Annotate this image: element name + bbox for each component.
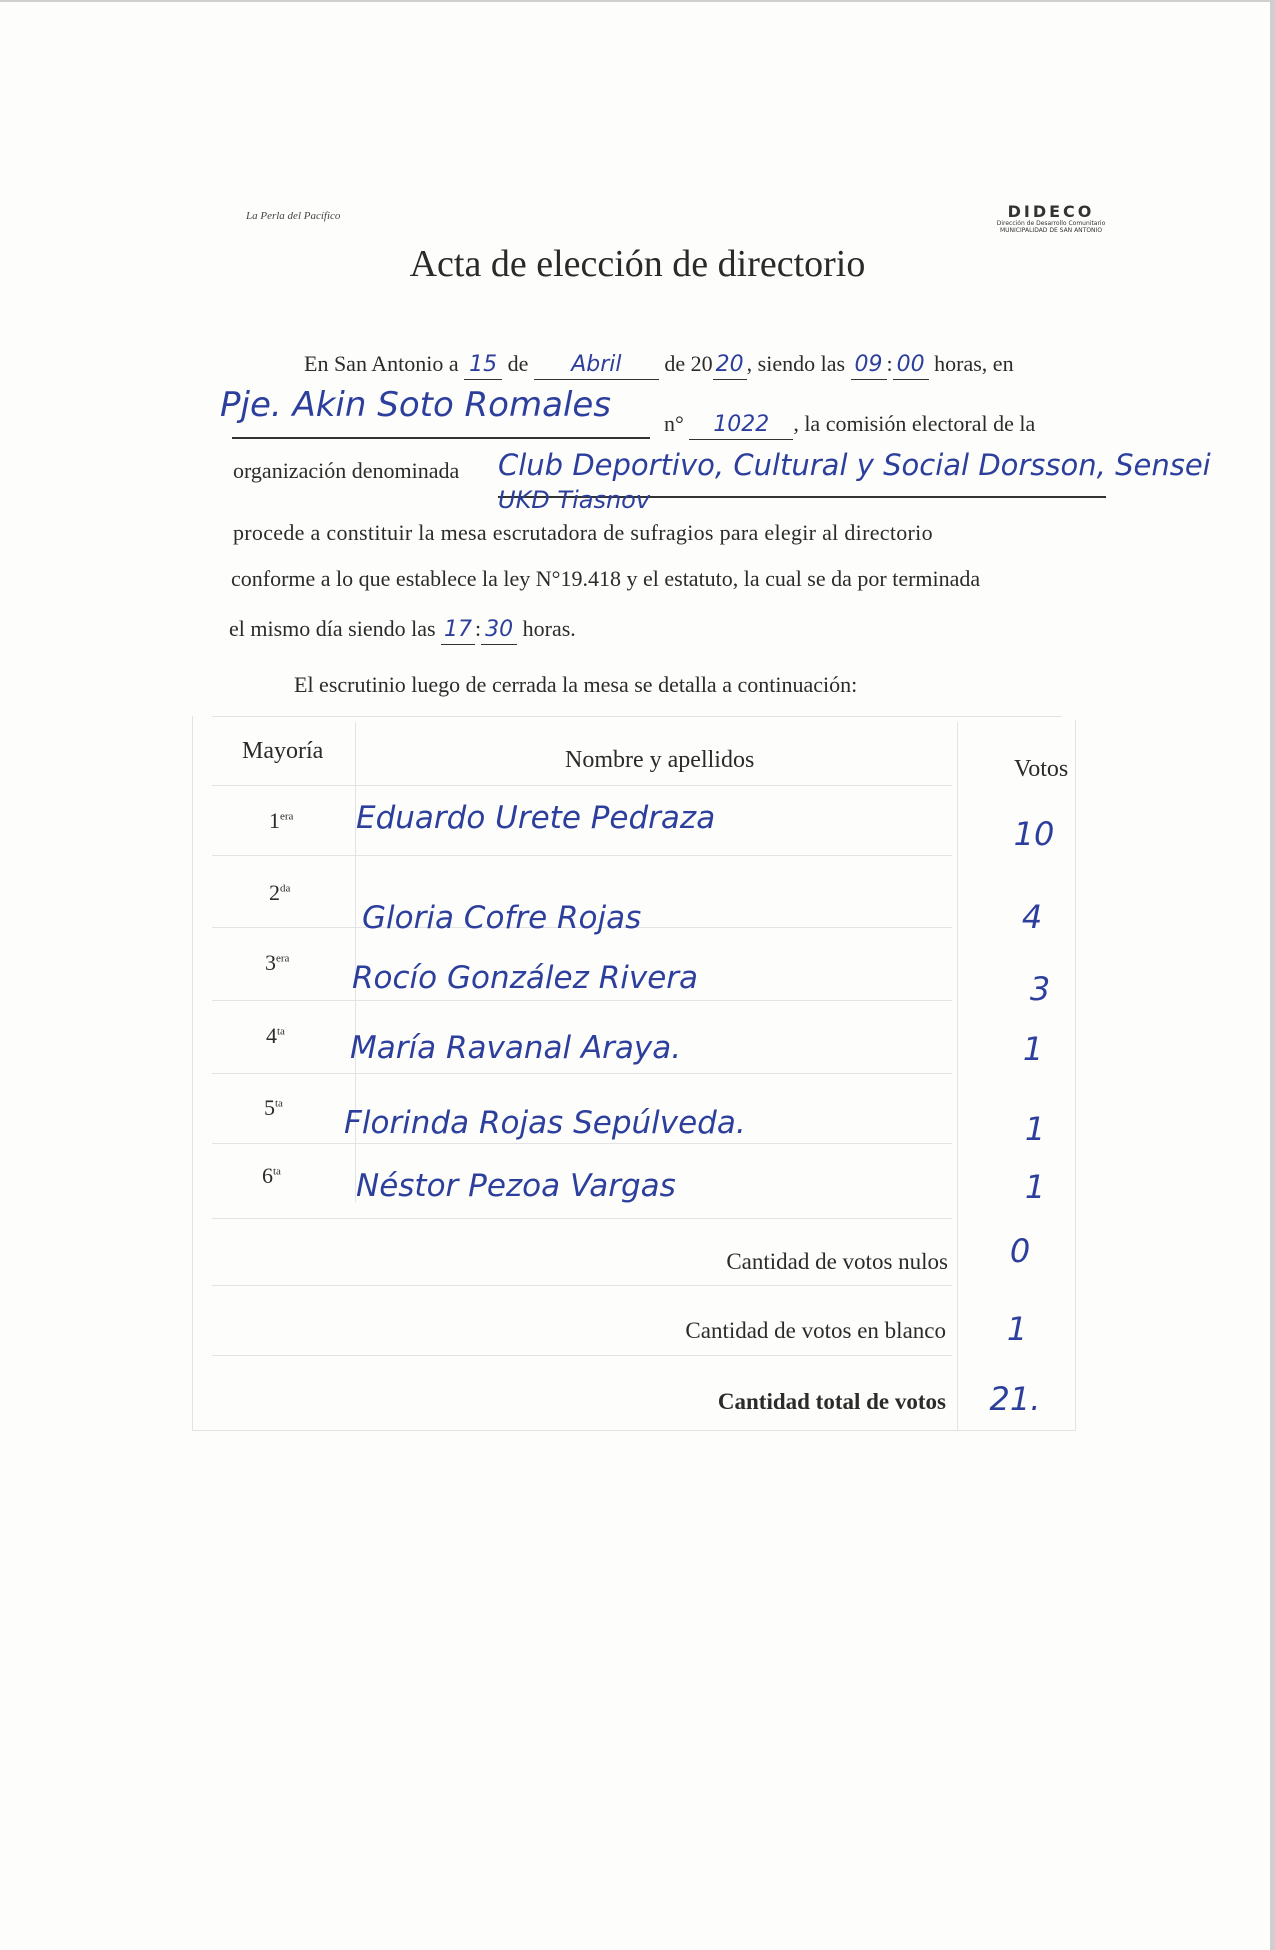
table-border-top xyxy=(212,716,1062,717)
end-hour-field xyxy=(441,615,475,645)
text-siendo-las: , siendo las xyxy=(746,351,846,376)
rank-2: $2^{da}$ xyxy=(269,880,291,905)
start-hour-value: 09 xyxy=(854,352,883,377)
table-border-left xyxy=(192,716,193,1431)
address-number-value: 1022 xyxy=(713,412,770,437)
logo-subtitle-2: MUNICIPALIDAD DE SAN ANTONIO xyxy=(999,227,1103,234)
null-votes-value: 0 xyxy=(1009,1232,1031,1270)
table-row-line-1 xyxy=(212,855,952,856)
table-border-right xyxy=(1075,720,1076,1430)
table-col-divider-2 xyxy=(957,722,958,1431)
candidate-name-2: Gloria Cofre Rojas xyxy=(362,900,642,936)
intro-line-2 xyxy=(664,410,1035,440)
total-votes-label: Cantidad total de votos xyxy=(717,1389,946,1414)
text-en-san-antonio: En San Antonio a xyxy=(304,351,459,376)
text-horas-en: horas, en xyxy=(934,351,1014,376)
start-minute-field xyxy=(893,350,929,380)
year-value: 20 xyxy=(715,352,744,377)
text-de: de xyxy=(507,351,529,376)
blank-votes-label: Cantidad de votos en blanco xyxy=(685,1318,946,1343)
logo-subtitle-1: Dirección de Desarrollo Comunitario xyxy=(996,220,1106,227)
table-row-line-7 xyxy=(212,1285,952,1286)
header-mayoria: Mayoría xyxy=(242,738,324,764)
table-row-line-5 xyxy=(212,1143,952,1144)
table-border-bottom xyxy=(192,1430,1076,1431)
rank-4: $4^{ta}$ xyxy=(266,1023,285,1048)
scan-edge-top xyxy=(0,0,1275,2)
intro-line-6: el mismo día siendo las 17 : 30 horas. xyxy=(229,615,576,645)
text-organizacion-denominada: organización denominada xyxy=(233,458,460,483)
day-field xyxy=(464,350,502,380)
start-minute-value: 00 xyxy=(896,352,925,377)
votes-5: 1 xyxy=(1024,1110,1046,1148)
rank-6: $6^{ta}$ xyxy=(262,1163,281,1188)
header-motto: La Perla del Pacífico xyxy=(246,210,341,222)
blank-votes-value: 1 xyxy=(1006,1310,1028,1348)
intro-line-7: El escrutinio luego de cerrada la mesa se detalla a continuación: xyxy=(294,672,858,697)
votes-1: 10 xyxy=(1013,815,1055,853)
org-name-continuation: UKD Tiasnov xyxy=(498,486,651,514)
address-street-underline xyxy=(232,437,650,439)
table-row-line-8 xyxy=(212,1355,952,1356)
day-value: 15 xyxy=(469,352,498,377)
intro-line-1: En San Antonio a 15 de Abril de 20 20 , siendo las 09 : 00 horas, en xyxy=(304,350,1014,380)
text-horas: horas. xyxy=(522,616,576,641)
candidate-name-6: Néstor Pezoa Vargas xyxy=(356,1168,676,1204)
org-name-value: Club Deportivo, Cultural y Social Dorsson, Sensei xyxy=(498,448,1211,482)
dideco-logo xyxy=(995,204,1107,234)
votes-2: 4 xyxy=(1021,898,1043,936)
rank-1: $1^{era}$ xyxy=(269,808,294,833)
null-votes-label: Cantidad de votos nulos xyxy=(726,1249,948,1274)
start-hour-field xyxy=(851,350,887,380)
text-numero: n° xyxy=(664,411,684,436)
text-comision-electoral: , la comisión electoral de la xyxy=(793,411,1036,436)
end-minute-field xyxy=(481,615,517,645)
table-row-line-header xyxy=(212,785,952,786)
end-hour-value: 17 xyxy=(444,617,473,642)
intro-line-4: procede a constituir la mesa escrutadora de sufragios para elegir al directorio xyxy=(233,520,933,545)
end-minute-value: 30 xyxy=(485,617,514,642)
votes-6: 1 xyxy=(1024,1168,1046,1206)
month-field xyxy=(534,350,659,380)
logo-mark: DIDECO xyxy=(1007,202,1095,221)
header-votos: Votos xyxy=(1014,756,1069,782)
scan-edge-right xyxy=(1270,0,1275,1950)
address-street-value: Pje. Akin Soto Romales xyxy=(220,385,612,425)
candidate-name-1: Eduardo Urete Pedraza xyxy=(356,800,716,836)
address-number-field xyxy=(689,410,793,440)
text-de-20: de 20 xyxy=(664,351,713,376)
rank-5: $5^{ta}$ xyxy=(264,1095,283,1120)
table-row-line-4 xyxy=(212,1073,952,1074)
text-mismo-dia: el mismo día siendo las xyxy=(229,616,436,641)
total-votes-value: 21. xyxy=(989,1380,1041,1418)
votes-4: 1 xyxy=(1022,1030,1044,1068)
year-field xyxy=(713,350,747,380)
table-row-line-6 xyxy=(212,1218,952,1219)
candidate-name-4: María Ravanal Araya. xyxy=(350,1030,682,1066)
votes-3: 3 xyxy=(1029,970,1051,1008)
header-nombre-apellidos: Nombre y apellidos xyxy=(565,747,755,773)
intro-line-5: conforme a lo que establece la ley N°19.418 y el estatuto, la cual se da por terminada xyxy=(231,566,981,591)
table-row-line-3 xyxy=(212,1000,952,1001)
document-title: Acta de elección de directorio xyxy=(409,243,866,285)
candidate-name-3: Rocío González Rivera xyxy=(352,960,699,996)
candidate-name-5: Florinda Rojas Sepúlveda. xyxy=(344,1105,746,1141)
rank-3: $3^{era}$ xyxy=(265,950,290,975)
month-value: Abril xyxy=(571,352,622,377)
